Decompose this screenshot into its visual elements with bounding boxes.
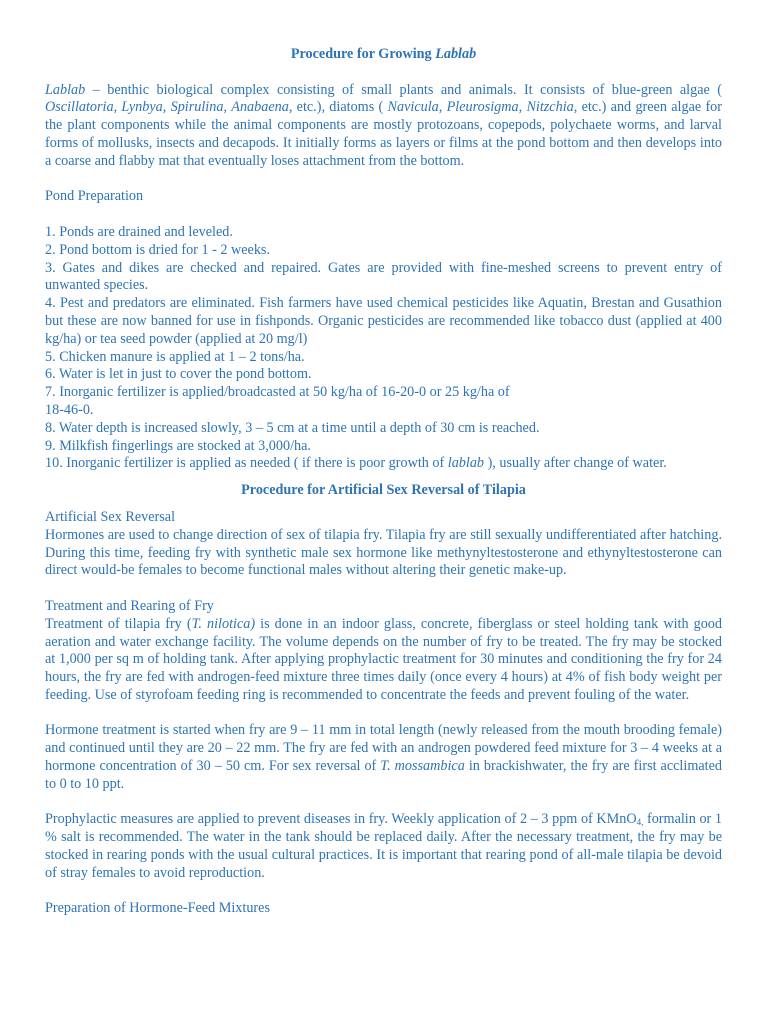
- lablab-intro-paragraph-run: Oscillatoria: [45, 99, 114, 116]
- lablab-intro-paragraph-run: Navicula: [387, 99, 439, 116]
- title-growing-lablab: [45, 46, 722, 64]
- treatment-rearing-paragraph: [45, 616, 722, 705]
- prophylactic-paragraph: [45, 811, 722, 882]
- prophylactic-paragraph-run: Prophylactic measures are applied to prevent diseases in fry. Weekly application of 2 – 3 ppm of KMnO: [45, 811, 637, 828]
- step-4: 4. Pest and predators are eliminated. Fish farmers have used chemical pesticides like Aquatin, Brestan and Gusathion but these are now banned for use in fishponds. Organic pesticides are recommended like tobacco dust (applied at 400 kg/ha) or tea seed powder (applied at 20 mg/l): [45, 295, 722, 347]
- step-6: 6. Water is let in just to cover the pond bottom.: [45, 366, 312, 383]
- title-growing-lablab-italic: Lablab: [435, 46, 477, 62]
- hormone-feed-heading: Preparation of Hormone-Feed Mixtures: [45, 900, 270, 917]
- prophylactic-paragraph-run: formalin or 1 % salt is recommended. The water in the tank should be replaced daily. After the necessary treatment, the fry may be stocked in rearing ponds with the usual cultural practices. It is important that rearing pond of all-male tilapia be devoid of stray females to avoid reproduction.: [45, 811, 723, 881]
- lablab-intro-paragraph-run: Pleurosigma: [446, 99, 519, 116]
- treatment-rearing-paragraph-run: Treatment of tilapia fry (: [45, 615, 192, 632]
- lablab-intro-paragraph-run: , etc.), diatoms (: [288, 99, 388, 116]
- title-sex-reversal: Procedure for Artificial Sex Reversal of Tilapia: [241, 482, 526, 499]
- step-7: 7. Inorganic fertilizer is applied/broadcasted at 50 kg/ha of 16-20-0 or 25 kg/ha of: [45, 384, 510, 401]
- lablab-intro-paragraph-run: Nitzchia: [526, 99, 574, 116]
- lablab-intro-paragraph: [45, 82, 722, 171]
- lablab-intro-paragraph-run: ,: [223, 99, 232, 116]
- title-growing-lablab-prefix: Procedure for Growing: [290, 46, 436, 62]
- step-7-continued: 18-46-0.: [45, 401, 94, 418]
- step-2: 2. Pond bottom is dried for 1 - 2 weeks.: [45, 241, 271, 258]
- hormone-treatment-paragraph-run: Hormone treatment is started when fry are 9 – 11 mm in total length (newly released from the mouth brooding female) and continued until they are 20 – 22 mm. The fry are fed with an androgen powdered feed mixture for 3 – 4 weeks at a hormone concentration of 30 – 50 cm. For sex reversal of: [45, 722, 722, 775]
- treatment-rearing-heading: Treatment and Rearing of Fry: [45, 597, 214, 614]
- lablab-intro-paragraph-run: ,: [162, 99, 171, 116]
- lablab-intro-paragraph-run: Lablab: [45, 81, 86, 98]
- step-9: 9. Milkfish fingerlings are stocked at 3,000/ha.: [45, 437, 311, 454]
- treatment-rearing-paragraph-run: T. nilotica): [191, 615, 256, 632]
- step-5: 5. Chicken manure is applied at 1 – 2 tons/ha.: [45, 348, 305, 365]
- lablab-intro-paragraph-run: Lynbya: [121, 99, 163, 116]
- lablab-intro-paragraph-run: Anabaena: [231, 99, 289, 116]
- step-1: 1. Ponds are drained and leveled.: [45, 223, 233, 240]
- pond-preparation-heading: Pond Preparation: [45, 188, 144, 205]
- lablab-intro-paragraph-run: ,: [438, 99, 447, 116]
- document-body: [45, 46, 722, 918]
- artificial-sex-reversal-paragraph: Hormones are used to change direction of sex of tilapia fry. Tilapia fry are still sexually undifferentiated after hatching. During this time, feeding fry with synthetic male sex hormone like methynyltestosterone and ethynyltestosterone can direct would-be females to become functional males without altering their genetic make-up.: [45, 526, 722, 579]
- artificial-sex-reversal-heading: Artificial Sex Reversal: [45, 508, 176, 525]
- lablab-intro-paragraph-run: ,: [113, 99, 122, 116]
- pond-preparation-steps: [45, 224, 722, 473]
- prophylactic-paragraph-run: 4,: [636, 817, 644, 828]
- treatment-rearing-paragraph-run: is done in an indoor glass, concrete, fiberglass or steel holding tank with good aeration and water exchange facility. The volume depends on the number of fry to be treated. The fry may be stocked at 1,000 per sq m of holding tank. After applying prophylactic treatment for 30 minutes and conditioning the fry for 24 hours, the fry are fed with androgen-feed mixture three times daily (once every 4 hours) at 4% of fish body weight per feeding. Use of styrofoam feeding ring is recommended to concentrate the feeds and prevent fouling of the water.: [45, 615, 722, 703]
- lablab-intro-paragraph-run: – benthic biological complex consisting of small plants and animals. It consists of blue-green algae (: [85, 81, 722, 98]
- step-10-run: ), usually after change of water.: [484, 455, 667, 472]
- step-8: 8. Water depth is increased slowly, 3 – 5 cm at a time until a depth of 30 cm is reached.: [45, 419, 540, 436]
- lablab-intro-paragraph-run: ,: [518, 99, 527, 116]
- hormone-treatment-paragraph-run: T. mossambica: [380, 758, 465, 775]
- hormone-treatment-paragraph-run: in brackishwater, the fry are first acclimated to 0 to 10 ppt.: [45, 758, 722, 792]
- hormone-treatment-paragraph: [45, 722, 722, 793]
- step-10: [45, 455, 722, 473]
- step-3: 3. Gates and dikes are checked and repaired. Gates are provided with fine-meshed screens to prevent entry of unwanted species.: [45, 259, 722, 294]
- lablab-intro-paragraph-run: , etc.) and green algae for the plant components while the animal components are mostly protozoans, copepods, polychaete worms, and larval forms of mollusks, insects and decapods. It initially forms as layers or films at the pond bottom and then develops into a coarse and flabby mat that eventually loses attachment from the bottom.: [45, 99, 723, 169]
- step-10-run: 10. Inorganic fertilizer is applied as needed ( if there is poor growth of: [45, 455, 448, 472]
- step-10-run: lablab: [447, 455, 485, 472]
- lablab-intro-paragraph-run: Spirulina: [170, 99, 224, 116]
